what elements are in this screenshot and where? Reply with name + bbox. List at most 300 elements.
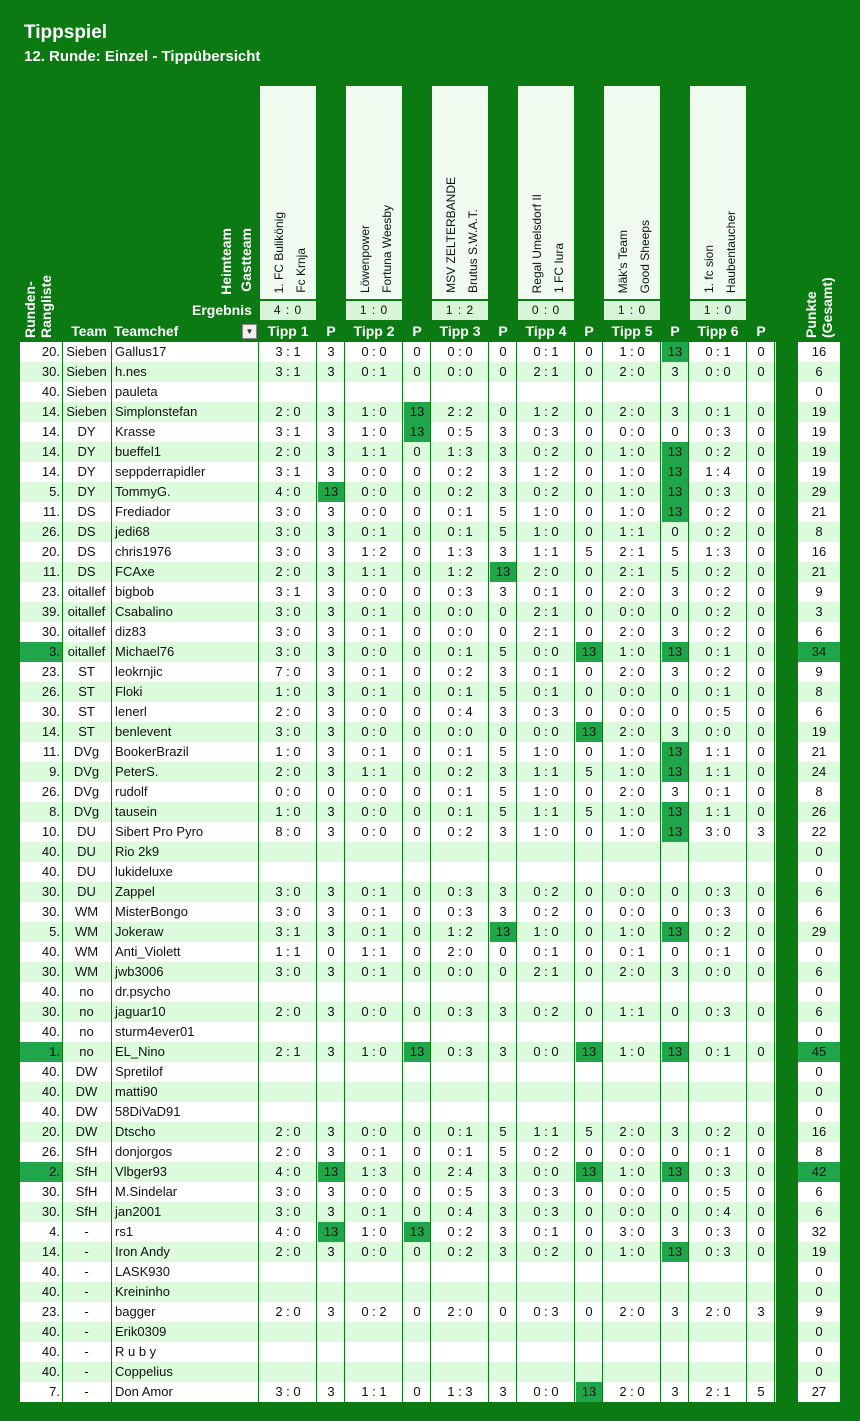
points-cell: 3 [499,1204,507,1219]
points-cell: 3 [327,364,335,379]
teamchef-filter-button[interactable]: ▼ [242,324,257,339]
column-separator [688,922,689,942]
column-separator [774,802,775,822]
tipp-cell: 0 : 1 [361,924,387,939]
column-separator [516,622,517,642]
column-separator [62,962,63,982]
column-separator [602,1162,603,1182]
column-separator [660,722,661,742]
column-separator [344,822,345,842]
tipp-cell: 0 : 0 [705,364,731,379]
match-home-team: Löwenpower [358,224,372,293]
table-row [20,1302,840,1322]
column-separator [602,1262,603,1282]
teamchef-cell: Kreininho [115,1284,170,1299]
points-cell: 0 [413,964,421,979]
column-separator [688,1282,689,1302]
column-separator [430,502,431,522]
column-separator [602,382,603,402]
column-separator [688,1162,689,1182]
column-separator [488,582,489,602]
tipp-cell: 1 : 3 [447,544,473,559]
points-cell [576,1102,602,1122]
tipp-cell: 2 : 0 [275,1144,301,1159]
tipp-cell [518,982,574,1002]
teamchef-cell: leokrnjic [115,664,163,679]
tipp-cell [432,382,488,402]
column-separator [574,662,575,682]
column-separator [688,762,689,782]
team-cell: DY [77,444,96,459]
team-cell: SfH [75,1164,98,1179]
tipp-cell: 3 : 0 [619,1224,645,1239]
column-separator [258,882,259,902]
points-cell: 3 [499,424,507,439]
match-5-box [604,86,660,299]
column-separator [430,762,431,782]
total-points-cell: 0 [815,1264,823,1279]
column-separator [402,462,403,482]
points-cell: 0 [413,804,421,819]
column-separator [488,1142,489,1162]
total-points-cell: 6 [815,884,823,899]
points-cell [490,1082,516,1102]
column-separator [111,702,112,722]
column-separator [488,1342,489,1362]
points-cell: 3 [327,764,335,779]
points-cell: 0 [671,944,679,959]
column-separator [774,742,775,762]
rank-cell: 23. [41,1304,60,1319]
match-6-box [690,86,746,299]
column-separator [660,402,661,422]
tipp-cell: 0 : 0 [619,1204,645,1219]
tipp-cell: 0 : 2 [447,1224,473,1239]
column-separator [402,362,403,382]
tipp-cell: 1 : 1 [361,764,387,779]
column-separator [688,722,689,742]
column-separator [402,1202,403,1222]
column-separator [602,1242,603,1262]
rank-cell: 40. [41,1264,60,1279]
column-separator [574,362,575,382]
tipp-cell: 0 : 3 [705,884,731,899]
column-separator [344,642,345,662]
tipp-cell: 1 : 0 [533,824,559,839]
points-cell [576,1022,602,1042]
tipp-cell: 0 : 0 [705,964,731,979]
column-separator [746,702,747,722]
points-cell: 0 [413,1384,421,1399]
team-cell: DW [75,1104,98,1119]
total-points-cell: 0 [815,944,823,959]
team-cell: DW [75,1084,98,1099]
column-separator [746,622,747,642]
column-separator [688,1102,689,1122]
column-separator [111,962,112,982]
table-row [20,482,840,502]
column-separator [430,742,431,762]
team-cell: DY [77,464,96,479]
points-cell: 3 [327,1004,335,1019]
column-separator [602,822,603,842]
table-row [20,942,840,962]
points-cell: 3 [327,1304,335,1319]
tipp-cell: 1 : 0 [361,1224,387,1239]
tipp-cell: 0 : 2 [533,484,559,499]
column-separator [316,1022,317,1042]
column-separator [402,982,403,1002]
points-cell: 0 [757,1204,765,1219]
tipp-cell [260,1022,316,1042]
column-gap [776,662,798,682]
column-separator [258,522,259,542]
team-cell: Sieben [66,364,107,379]
rank-cell: 40. [41,1064,60,1079]
tipp-cell [432,1022,488,1042]
points-cell: 3 [499,704,507,719]
points-cell: 0 [585,364,593,379]
rank-cell: 5. [49,484,60,499]
column-separator [111,542,112,562]
column-separator [746,422,747,442]
tipp-cell [260,1062,316,1082]
column-separator [111,842,112,862]
ergebnis-label: Ergebnis [192,302,252,318]
column-separator [660,882,661,902]
points-cell: 3 [671,1384,679,1399]
column-separator [660,1122,661,1142]
points-cell [490,1362,516,1382]
column-separator [746,902,747,922]
teamchef-cell: lukideluxe [115,864,173,879]
column-separator [316,1062,317,1082]
points-cell: 0 [757,444,765,459]
column-gap [776,542,798,562]
column-separator [111,482,112,502]
column-gap [776,1022,798,1042]
points-cell: 0 [585,664,593,679]
column-separator [111,1262,112,1282]
rank-cell: 30. [41,1184,60,1199]
total-points-cell: 6 [815,1204,823,1219]
total-points-cell: 6 [815,704,823,719]
column-separator [316,742,317,762]
match-away-team: Good Sheeps [638,219,652,293]
column-gap [776,722,798,742]
points-cell: 3 [327,924,335,939]
rank-cell: 14. [41,1244,60,1259]
column-separator [344,362,345,382]
column-separator [516,762,517,782]
points-cell: 13 [318,1162,344,1182]
points-cell [662,1082,688,1102]
tipp-cell: 3 : 0 [275,1184,301,1199]
tipp-cell: 1 : 0 [361,404,387,419]
column-separator [430,1142,431,1162]
column-separator [316,1182,317,1202]
column-separator [574,842,575,862]
column-separator [602,462,603,482]
points-cell: 0 [671,1144,679,1159]
column-separator [344,1302,345,1322]
column-separator [688,982,689,1002]
table-row [20,702,840,722]
column-separator [660,522,661,542]
points-cell [490,982,516,1002]
column-separator [62,982,63,1002]
points-cell: 0 [757,1224,765,1239]
points-cell: 0 [757,924,765,939]
rank-cell: 40. [41,1364,60,1379]
column-separator [111,622,112,642]
p4-header: P [584,323,594,339]
column-separator [402,522,403,542]
column-separator [316,602,317,622]
column-separator [516,1162,517,1182]
column-separator [111,1382,112,1402]
points-cell [404,1062,430,1082]
points-cell: 3 [671,584,679,599]
points-cell: 0 [757,884,765,899]
tipp-cell: 1 : 0 [533,744,559,759]
table-row [20,522,840,542]
points-cell: 0 [585,624,593,639]
points-cell: 0 [585,904,593,919]
column-separator [574,1362,575,1382]
tipp-cell: 3 : 1 [275,424,301,439]
tipp-cell: 0 : 0 [533,1384,559,1399]
points-cell: 0 [585,504,593,519]
column-separator [574,642,575,662]
column-separator [602,482,603,502]
tipp-cell: 0 : 3 [533,1204,559,1219]
column-separator [774,1142,775,1162]
points-cell: 5 [499,1144,507,1159]
points-cell: 0 [757,464,765,479]
column-separator [774,1182,775,1202]
points-cell: 5 [499,1124,507,1139]
column-separator [316,1302,317,1322]
column-separator [688,1242,689,1262]
team-cell: - [84,1344,89,1359]
column-separator [316,1242,317,1262]
tipp-cell: 0 : 2 [705,504,731,519]
column-separator [430,1302,431,1322]
tipp-cell [432,1082,488,1102]
column-separator [344,842,345,862]
column-separator [488,1382,489,1402]
tipp-cell: 4 : 0 [275,1164,301,1179]
tipp-cell [518,1322,574,1342]
column-separator [746,1122,747,1142]
column-separator [574,422,575,442]
column-separator [316,1142,317,1162]
column-separator [774,942,775,962]
points-cell: 5 [499,504,507,519]
tipp-cell [518,1062,574,1082]
tipp-cell: 1 : 0 [275,804,301,819]
column-separator [574,782,575,802]
column-separator [111,822,112,842]
tipp-cell: 2 : 0 [619,1124,645,1139]
column-gap [776,822,798,842]
column-separator [430,722,431,742]
points-cell: 0 [413,564,421,579]
column-separator [402,842,403,862]
teamchef-cell: Floki [115,684,143,699]
total-points-cell: 8 [815,784,823,799]
column-separator [316,442,317,462]
column-separator [344,342,345,362]
tipp-cell: 0 : 0 [619,1184,645,1199]
points-cell: 0 [757,744,765,759]
points-cell: 0 [585,744,593,759]
column-separator [660,902,661,922]
teamchef-cell: jwb3006 [115,964,164,979]
points-cell: 0 [757,1244,765,1259]
column-separator [344,942,345,962]
match-result: 4 : 0 [260,301,316,320]
column-separator [602,1382,603,1402]
tipp-cell: 2 : 0 [275,764,301,779]
points-cell [490,1282,516,1302]
table-row [20,902,840,922]
column-separator [660,1022,661,1042]
points-cell: 0 [585,1224,593,1239]
table-row [20,742,840,762]
column-separator [430,1342,431,1362]
column-separator [344,922,345,942]
column-separator [688,822,689,842]
column-separator [574,902,575,922]
column-gap [776,1262,798,1282]
column-separator [402,442,403,462]
column-separator [660,1322,661,1342]
column-separator [430,982,431,1002]
match-away-team: Fortuna Weesby [380,205,394,293]
points-cell: 0 [413,944,421,959]
tipp-cell: 0 : 0 [361,1244,387,1259]
column-separator [516,462,517,482]
column-separator [774,462,775,482]
total-points-cell: 0 [815,1084,823,1099]
tipp6-header: Tipp 6 [697,323,739,339]
tipp-cell: 0 : 1 [361,904,387,919]
column-separator [688,502,689,522]
column-separator [62,522,63,542]
total-points-cell: 6 [815,624,823,639]
column-separator [746,1382,747,1402]
column-separator [62,622,63,642]
points-cell: 0 [585,1184,593,1199]
points-cell: 0 [585,1144,593,1159]
tipp-cell: 1 : 0 [533,784,559,799]
tipp-cell: 0 : 2 [705,524,731,539]
tipp-cell: 3 : 0 [275,504,301,519]
tipp-cell [604,1342,660,1362]
column-separator [746,1222,747,1242]
column-separator [660,1282,661,1302]
column-separator [774,1122,775,1142]
tipp-cell: 0 : 0 [361,1184,387,1199]
column-separator [516,1362,517,1382]
column-separator [488,402,489,422]
points-cell: 13 [662,1162,688,1182]
column-separator [516,482,517,502]
tipp-cell: 0 : 2 [705,584,731,599]
tipp-cell: 1 : 0 [533,524,559,539]
rank-cell: 40. [41,844,60,859]
column-separator [62,822,63,842]
column-separator [774,602,775,622]
points-cell: 0 [499,1304,507,1319]
column-separator [746,542,747,562]
tipp-cell: 0 : 0 [447,624,473,639]
column-separator [344,1322,345,1342]
column-separator [344,1342,345,1362]
table-row [20,402,840,422]
column-separator [430,622,431,642]
points-cell: 0 [585,1244,593,1259]
column-separator [746,882,747,902]
teamchef-header: Teamchef [114,323,179,339]
rank-cell: 14. [41,464,60,479]
column-separator [574,342,575,362]
tipp-cell: 3 : 0 [275,544,301,559]
column-separator [316,1362,317,1382]
column-separator [746,1362,747,1382]
column-separator [746,1022,747,1042]
tipp-cell [518,1102,574,1122]
tipp-cell: 1 : 2 [361,544,387,559]
column-separator [258,762,259,782]
points-cell: 5 [499,784,507,799]
column-separator [660,1002,661,1022]
column-gap [776,462,798,482]
column-separator [344,862,345,882]
team-cell: DW [75,1124,98,1139]
column-separator [62,1182,63,1202]
column-separator [774,962,775,982]
points-cell: 3 [327,564,335,579]
tipp-cell: 0 : 5 [705,704,731,719]
column-separator [774,1262,775,1282]
tipp-cell: 1 : 1 [705,744,731,759]
teamchef-cell: TommyG. [115,484,171,499]
column-separator [488,1322,489,1342]
tipp-cell [604,1262,660,1282]
points-cell: 0 [671,524,679,539]
column-separator [746,562,747,582]
column-separator [746,962,747,982]
column-separator [430,902,431,922]
tipp-cell: 2 : 0 [619,1304,645,1319]
tipp-cell: 2 : 0 [275,1124,301,1139]
tipp-cell [604,982,660,1002]
teamchef-cell: Zappel [115,884,155,899]
tipp-cell: 0 : 1 [705,644,731,659]
tipp-cell: 1 : 0 [619,1164,645,1179]
column-separator [402,1242,403,1262]
tipp-cell [690,1342,746,1362]
column-separator [62,562,63,582]
points-cell: 13 [662,822,688,842]
column-separator [574,862,575,882]
points-cell: 5 [499,804,507,819]
column-separator [62,342,63,362]
table-row [20,822,840,842]
